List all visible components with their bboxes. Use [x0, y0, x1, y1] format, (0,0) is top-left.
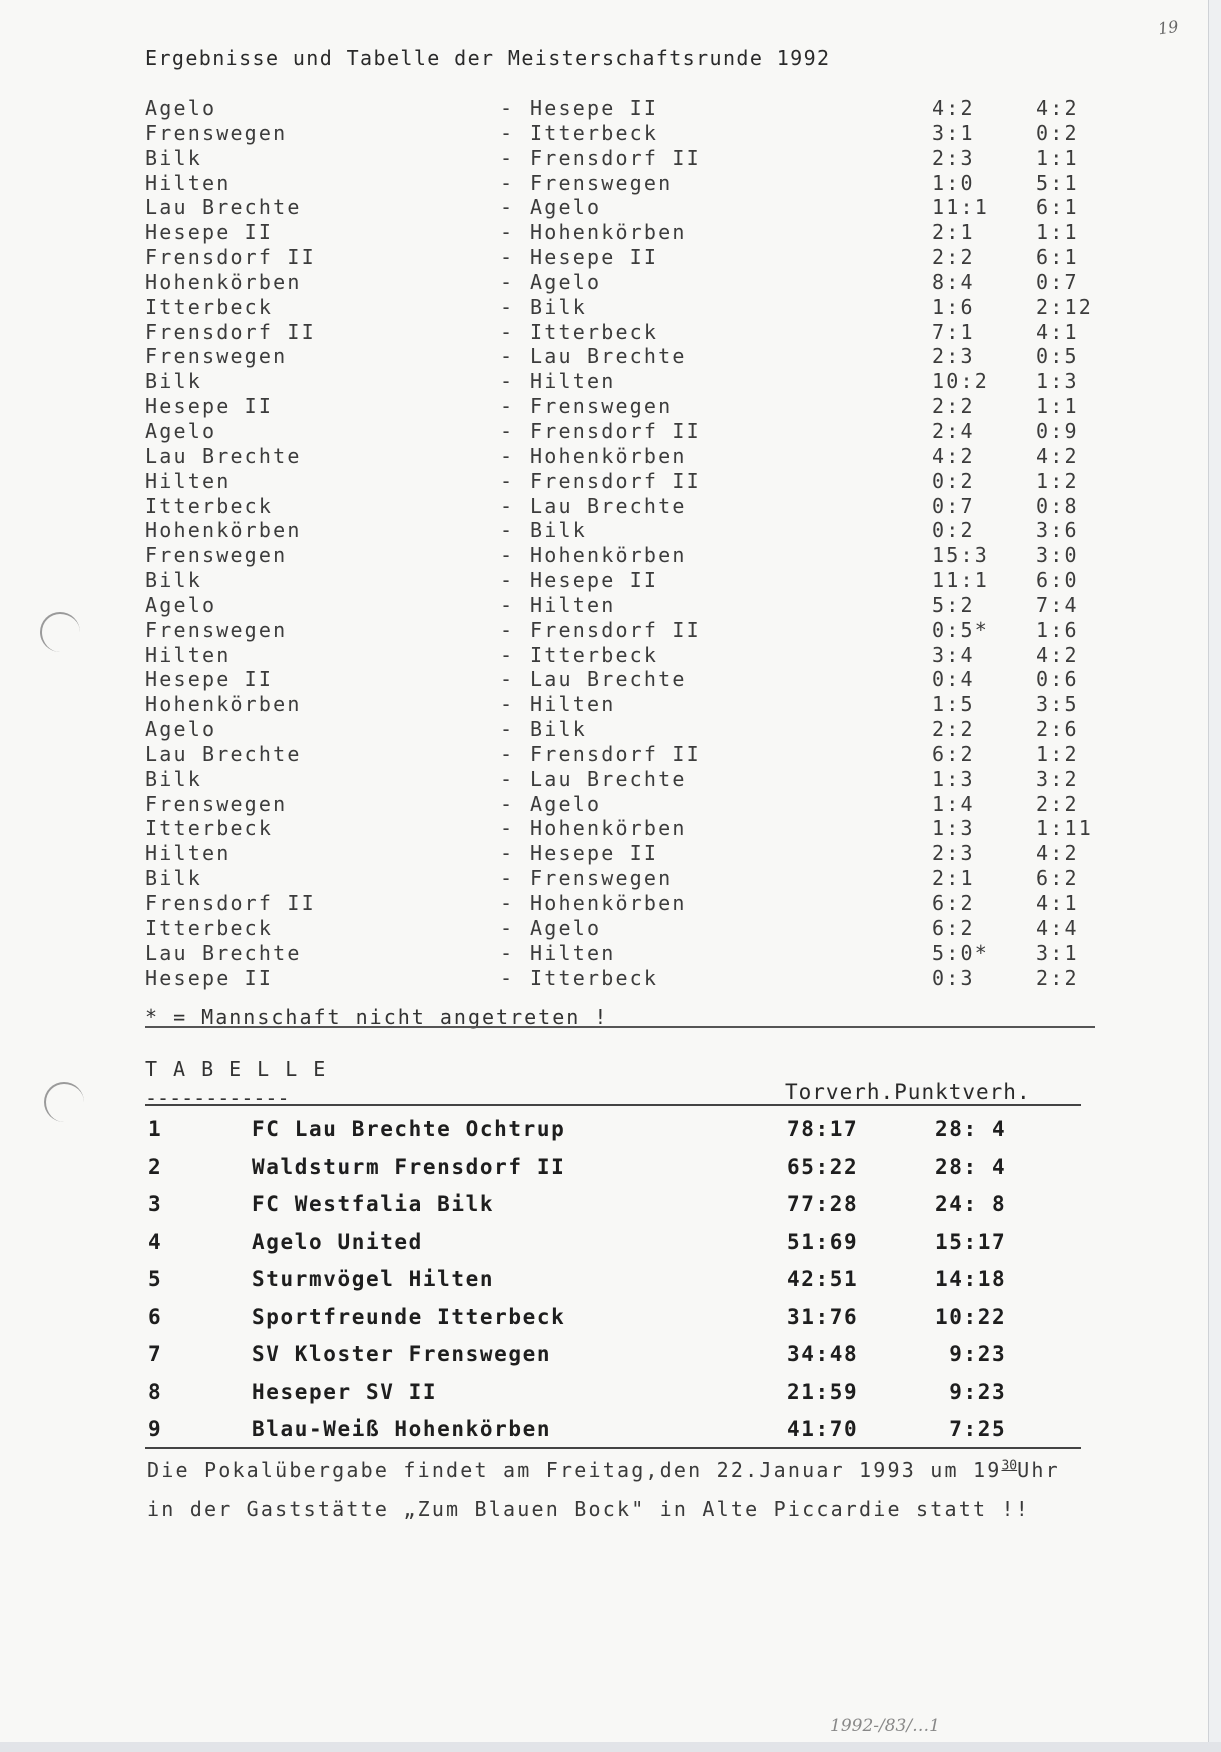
notice-text-end: Uhr — [1017, 1458, 1060, 1482]
separator-dash: - — [500, 245, 515, 270]
score-first: 0:5* — [932, 617, 989, 642]
separator-dash: - — [500, 120, 515, 145]
score-second: 3:5 — [1036, 692, 1079, 717]
table-row — [0, 1342, 1208, 1380]
point-ratio: 28: 4 — [935, 1154, 1007, 1179]
separator-dash: - — [500, 642, 515, 667]
guest-team: Hilten — [530, 592, 616, 617]
score-first: 0:7 — [932, 493, 975, 518]
goal-ratio: 41:70 — [787, 1417, 859, 1441]
score-first: 0:2 — [932, 468, 975, 493]
guest-team: Agelo — [530, 195, 602, 220]
table-row — [0, 1305, 1208, 1343]
home-team: Hilten — [145, 642, 231, 667]
score-first: 4:2 — [932, 443, 975, 468]
home-team: Hilten — [145, 841, 231, 866]
point-ratio: 9:23 — [935, 1379, 1007, 1404]
separator-dash: - — [500, 766, 515, 791]
score-first: 1:3 — [932, 816, 975, 841]
result-row — [0, 469, 1208, 494]
team-name: Waldsturm Frensdorf II — [252, 1154, 566, 1179]
score-second: 4:4 — [1036, 915, 1079, 940]
score-second: 4:2 — [1036, 443, 1079, 468]
result-row — [0, 792, 1208, 817]
score-first: 15:3 — [932, 543, 989, 568]
home-team: Itterbeck — [145, 294, 274, 319]
score-second: 2:12 — [1036, 294, 1093, 319]
guest-team: Hesepe II — [530, 568, 659, 593]
score-second: 6:0 — [1036, 568, 1079, 593]
table-row — [0, 1155, 1208, 1193]
separator-dash: - — [500, 791, 515, 816]
score-second: 3:6 — [1036, 518, 1079, 543]
separator-dash: - — [500, 319, 515, 344]
notice-time-minutes: 30 — [1001, 1458, 1018, 1474]
separator-dash: - — [500, 145, 515, 170]
home-team: Frensdorf II — [145, 891, 316, 915]
point-ratio: 28: 4 — [935, 1117, 1007, 1141]
rank: 2 — [148, 1154, 163, 1179]
rank: 6 — [148, 1304, 163, 1329]
separator-dash: - — [500, 96, 515, 120]
home-team: Frenswegen — [145, 617, 288, 642]
score-second: 6:1 — [1036, 195, 1079, 220]
guest-team: Lau Brechte — [530, 493, 687, 518]
score-first: 2:3 — [932, 344, 975, 369]
rank: 3 — [148, 1192, 163, 1216]
goal-ratio: 65:22 — [787, 1154, 859, 1179]
home-team: Hohenkörben — [145, 269, 302, 294]
home-team: Hesepe II — [145, 965, 274, 990]
table-row — [0, 1267, 1208, 1305]
divider — [145, 1104, 1081, 1106]
score-second: 2:2 — [1036, 965, 1079, 990]
score-second: 4:2 — [1036, 642, 1079, 667]
score-first: 8:4 — [932, 269, 975, 294]
guest-team: Agelo — [530, 791, 602, 816]
guest-team: Lau Brechte — [530, 344, 687, 369]
separator-dash: - — [500, 592, 515, 617]
separator-dash: - — [500, 568, 515, 593]
guest-team: Frenswegen — [530, 170, 673, 195]
score-second: 3:2 — [1036, 766, 1079, 791]
separator-dash: - — [500, 667, 515, 692]
score-second: 1:6 — [1036, 617, 1079, 642]
point-ratio: 14:18 — [935, 1267, 1007, 1291]
guest-team: Frensdorf II — [530, 418, 701, 443]
column-header-goals: Torverh. — [785, 1080, 895, 1104]
score-first: 2:1 — [932, 866, 975, 891]
separator-dash: - — [500, 965, 515, 990]
score-second: 1:1 — [1036, 394, 1079, 419]
guest-team: Hohenkörben — [530, 443, 687, 468]
score-second: 7:4 — [1036, 592, 1079, 617]
result-row — [0, 295, 1208, 320]
home-team: Lau Brechte — [145, 443, 302, 468]
result-row — [0, 941, 1208, 966]
result-row — [0, 816, 1208, 841]
result-row — [0, 618, 1208, 643]
result-row — [0, 643, 1208, 668]
home-team: Bilk — [145, 568, 202, 593]
table-row — [0, 1380, 1208, 1418]
separator-dash: - — [500, 891, 515, 915]
score-second: 6:2 — [1036, 866, 1079, 891]
result-row — [0, 394, 1208, 419]
result-row — [0, 568, 1208, 593]
guest-team: Frenswegen — [530, 866, 673, 891]
score-first: 1:0 — [932, 170, 975, 195]
separator-dash: - — [500, 617, 515, 642]
guest-team: Bilk — [530, 518, 587, 543]
score-second: 4:1 — [1036, 319, 1079, 344]
goal-ratio: 31:76 — [787, 1304, 859, 1329]
result-row — [0, 220, 1208, 245]
result-row — [0, 717, 1208, 742]
separator-dash: - — [500, 294, 515, 319]
score-first: 1:4 — [932, 791, 975, 816]
score-second: 6:1 — [1036, 245, 1079, 270]
result-row — [0, 270, 1208, 295]
result-row — [0, 891, 1208, 916]
separator-dash: - — [500, 269, 515, 294]
result-row — [0, 866, 1208, 891]
score-first: 10:2 — [932, 369, 989, 394]
score-first: 5:2 — [932, 592, 975, 617]
home-team: Hesepe II — [145, 667, 274, 692]
result-row — [0, 344, 1208, 369]
score-second: 0:2 — [1036, 120, 1079, 145]
rank: 5 — [148, 1267, 163, 1291]
footnote: * = Mannschaft nicht angetreten ! — [145, 1005, 609, 1029]
result-row — [0, 444, 1208, 469]
guest-team: Hesepe II — [530, 96, 659, 120]
score-second: 0:7 — [1036, 269, 1079, 294]
result-row — [0, 767, 1208, 792]
score-second: 1:2 — [1036, 468, 1079, 493]
guest-team: Agelo — [530, 269, 602, 294]
score-second: 1:3 — [1036, 369, 1079, 394]
home-team: Frenswegen — [145, 543, 288, 568]
score-first: 0:2 — [932, 518, 975, 543]
home-team: Frenswegen — [145, 120, 288, 145]
handwritten-footer-note: 1992-/83/…1 — [830, 1716, 940, 1736]
point-ratio: 15:17 — [935, 1229, 1007, 1254]
point-ratio: 7:25 — [935, 1417, 1007, 1441]
guest-team: Itterbeck — [530, 965, 659, 990]
point-ratio: 9:23 — [935, 1342, 1007, 1366]
rank: 9 — [148, 1417, 163, 1441]
score-first: 5:0* — [932, 940, 989, 965]
score-first: 11:1 — [932, 568, 989, 593]
home-team: Hilten — [145, 468, 231, 493]
score-first: 6:2 — [932, 891, 975, 915]
separator-dash: - — [500, 816, 515, 841]
home-team: Hesepe II — [145, 394, 274, 419]
score-second: 0:8 — [1036, 493, 1079, 518]
guest-team: Frensdorf II — [530, 741, 701, 766]
result-row — [0, 369, 1208, 394]
result-row — [0, 966, 1208, 991]
team-name: Sturmvögel Hilten — [252, 1267, 495, 1291]
separator-dash: - — [500, 195, 515, 220]
score-first: 6:2 — [932, 915, 975, 940]
guest-team: Itterbeck — [530, 120, 659, 145]
result-row — [0, 518, 1208, 543]
score-first: 11:1 — [932, 195, 989, 220]
result-row — [0, 494, 1208, 519]
guest-team: Frensdorf II — [530, 617, 701, 642]
guest-team: Hohenkörben — [530, 543, 687, 568]
guest-team: Agelo — [530, 915, 602, 940]
result-row — [0, 916, 1208, 941]
page-title: Ergebnisse und Tabelle der Meisterschaftsrunde 1992 — [145, 46, 831, 70]
point-ratio: 24: 8 — [935, 1192, 1007, 1216]
score-first: 1:3 — [932, 766, 975, 791]
home-team: Lau Brechte — [145, 741, 302, 766]
rank: 7 — [148, 1342, 163, 1366]
score-second: 0:9 — [1036, 418, 1079, 443]
page-edge — [0, 1742, 1221, 1752]
home-team: Itterbeck — [145, 493, 274, 518]
home-team: Bilk — [145, 145, 202, 170]
score-first: 6:2 — [932, 741, 975, 766]
home-team: Hohenkörben — [145, 518, 302, 543]
score-first: 4:2 — [932, 96, 975, 120]
score-first: 2:3 — [932, 145, 975, 170]
score-first: 0:4 — [932, 667, 975, 692]
guest-team: Frensdorf II — [530, 468, 701, 493]
score-second: 4:2 — [1036, 841, 1079, 866]
team-name: Sportfreunde Itterbeck — [252, 1304, 566, 1329]
score-first: 1:5 — [932, 692, 975, 717]
guest-team: Hesepe II — [530, 245, 659, 270]
separator-dash: - — [500, 741, 515, 766]
guest-team: Hilten — [530, 369, 616, 394]
result-row — [0, 245, 1208, 270]
score-first: 2:2 — [932, 717, 975, 742]
home-team: Lau Brechte — [145, 195, 302, 220]
score-second: 5:1 — [1036, 170, 1079, 195]
separator-dash: - — [500, 940, 515, 965]
goal-ratio: 77:28 — [787, 1192, 859, 1216]
score-first: 2:4 — [932, 418, 975, 443]
score-second: 2:6 — [1036, 717, 1079, 742]
guest-team: Hohenkörben — [530, 816, 687, 841]
goal-ratio: 78:17 — [787, 1117, 859, 1141]
result-row — [0, 667, 1208, 692]
home-team: Frensdorf II — [145, 319, 316, 344]
notice-line-1 — [147, 1458, 1060, 1482]
team-name: FC Westfalia Bilk — [252, 1192, 495, 1216]
guest-team: Hohenkörben — [530, 891, 687, 915]
score-second: 1:2 — [1036, 741, 1079, 766]
separator-dash: - — [500, 692, 515, 717]
score-first: 2:3 — [932, 841, 975, 866]
home-team: Itterbeck — [145, 816, 274, 841]
home-team: Frensdorf II — [145, 245, 316, 270]
column-header-points: Punktverh. — [894, 1080, 1031, 1104]
home-team: Frenswegen — [145, 344, 288, 369]
separator-dash: - — [500, 717, 515, 742]
separator-dash: - — [500, 841, 515, 866]
separator-dash: - — [500, 394, 515, 419]
score-second: 0:6 — [1036, 667, 1079, 692]
team-name: Agelo United — [252, 1229, 423, 1254]
guest-team: Lau Brechte — [530, 667, 687, 692]
score-first: 7:1 — [932, 319, 975, 344]
score-second: 1:1 — [1036, 145, 1079, 170]
result-row — [0, 419, 1208, 444]
table-heading-underline: ------------ — [145, 1086, 290, 1110]
goal-ratio: 42:51 — [787, 1267, 859, 1291]
guest-team: Hilten — [530, 940, 616, 965]
goal-ratio: 21:59 — [787, 1379, 859, 1404]
separator-dash: - — [500, 915, 515, 940]
home-team: Itterbeck — [145, 915, 274, 940]
home-team: Agelo — [145, 592, 217, 617]
divider — [145, 1026, 1095, 1028]
result-row — [0, 543, 1208, 568]
score-second: 3:0 — [1036, 543, 1079, 568]
table-row — [0, 1117, 1208, 1155]
guest-team: Frensdorf II — [530, 145, 701, 170]
guest-team: Hilten — [530, 692, 616, 717]
separator-dash: - — [500, 369, 515, 394]
guest-team: Lau Brechte — [530, 766, 687, 791]
score-first: 3:4 — [932, 642, 975, 667]
home-team: Bilk — [145, 766, 202, 791]
home-team: Agelo — [145, 96, 217, 120]
score-first: 1:6 — [932, 294, 975, 319]
result-row — [0, 146, 1208, 171]
team-name: Heseper SV II — [252, 1379, 438, 1404]
divider — [145, 1447, 1081, 1449]
separator-dash: - — [500, 518, 515, 543]
notice-line-2: in der Gaststätte „Zum Blauen Bock" in Alte Piccardie statt !! — [147, 1497, 1030, 1521]
home-team: Agelo — [145, 418, 217, 443]
home-team: Hilten — [145, 170, 231, 195]
separator-dash: - — [500, 468, 515, 493]
separator-dash: - — [500, 418, 515, 443]
table-column-headers — [785, 1080, 1031, 1104]
score-second: 0:5 — [1036, 344, 1079, 369]
home-team: Hesepe II — [145, 220, 274, 245]
separator-dash: - — [500, 443, 515, 468]
separator-dash: - — [500, 344, 515, 369]
result-row — [0, 121, 1208, 146]
score-second: 4:2 — [1036, 96, 1079, 120]
notice-text: Die Pokalübergabe findet am Freitag,den 22.Januar 1993 um 19 — [147, 1458, 1002, 1482]
result-row — [0, 841, 1208, 866]
guest-team: Bilk — [530, 717, 587, 742]
separator-dash: - — [500, 543, 515, 568]
point-ratio: 10:22 — [935, 1304, 1007, 1329]
score-first: 2:2 — [932, 394, 975, 419]
result-row — [0, 320, 1208, 345]
guest-team: Itterbeck — [530, 319, 659, 344]
team-name: FC Lau Brechte Ochtrup — [252, 1117, 566, 1141]
score-second: 1:1 — [1036, 220, 1079, 245]
score-second: 1:11 — [1036, 816, 1093, 841]
handwritten-corner-note: 19 — [1156, 16, 1180, 39]
rank: 4 — [148, 1229, 163, 1254]
home-team: Hohenkörben — [145, 692, 302, 717]
guest-team: Bilk — [530, 294, 587, 319]
goal-ratio: 51:69 — [787, 1229, 859, 1254]
guest-team: Hesepe II — [530, 841, 659, 866]
guest-team: Itterbeck — [530, 642, 659, 667]
score-second: 4:1 — [1036, 891, 1079, 915]
guest-team: Hohenkörben — [530, 220, 687, 245]
team-name: SV Kloster Frenswegen — [252, 1342, 552, 1366]
results-list — [0, 96, 1208, 990]
punch-hole-mark — [44, 1082, 84, 1122]
team-name: Blau-Weiß Hohenkörben — [252, 1417, 552, 1441]
separator-dash: - — [500, 493, 515, 518]
score-first: 2:2 — [932, 245, 975, 270]
result-row — [0, 171, 1208, 196]
rank: 8 — [148, 1379, 163, 1404]
separator-dash: - — [500, 170, 515, 195]
separator-dash: - — [500, 220, 515, 245]
home-team: Agelo — [145, 717, 217, 742]
result-row — [0, 195, 1208, 220]
result-row — [0, 96, 1208, 121]
standings-table — [0, 1117, 1208, 1455]
page-edge — [1208, 0, 1221, 1752]
guest-team: Frenswegen — [530, 394, 673, 419]
score-first: 0:3 — [932, 965, 975, 990]
table-heading: TABELLE — [145, 1057, 342, 1081]
score-second: 2:2 — [1036, 791, 1079, 816]
home-team: Bilk — [145, 866, 202, 891]
table-row — [0, 1192, 1208, 1230]
score-second: 3:1 — [1036, 940, 1079, 965]
home-team: Frenswegen — [145, 791, 288, 816]
home-team: Lau Brechte — [145, 940, 302, 965]
rank: 1 — [148, 1117, 163, 1141]
result-row — [0, 692, 1208, 717]
goal-ratio: 34:48 — [787, 1342, 859, 1366]
separator-dash: - — [500, 866, 515, 891]
home-team: Bilk — [145, 369, 202, 394]
result-row — [0, 593, 1208, 618]
score-first: 2:1 — [932, 220, 975, 245]
table-row — [0, 1230, 1208, 1268]
result-row — [0, 742, 1208, 767]
score-first: 3:1 — [932, 120, 975, 145]
